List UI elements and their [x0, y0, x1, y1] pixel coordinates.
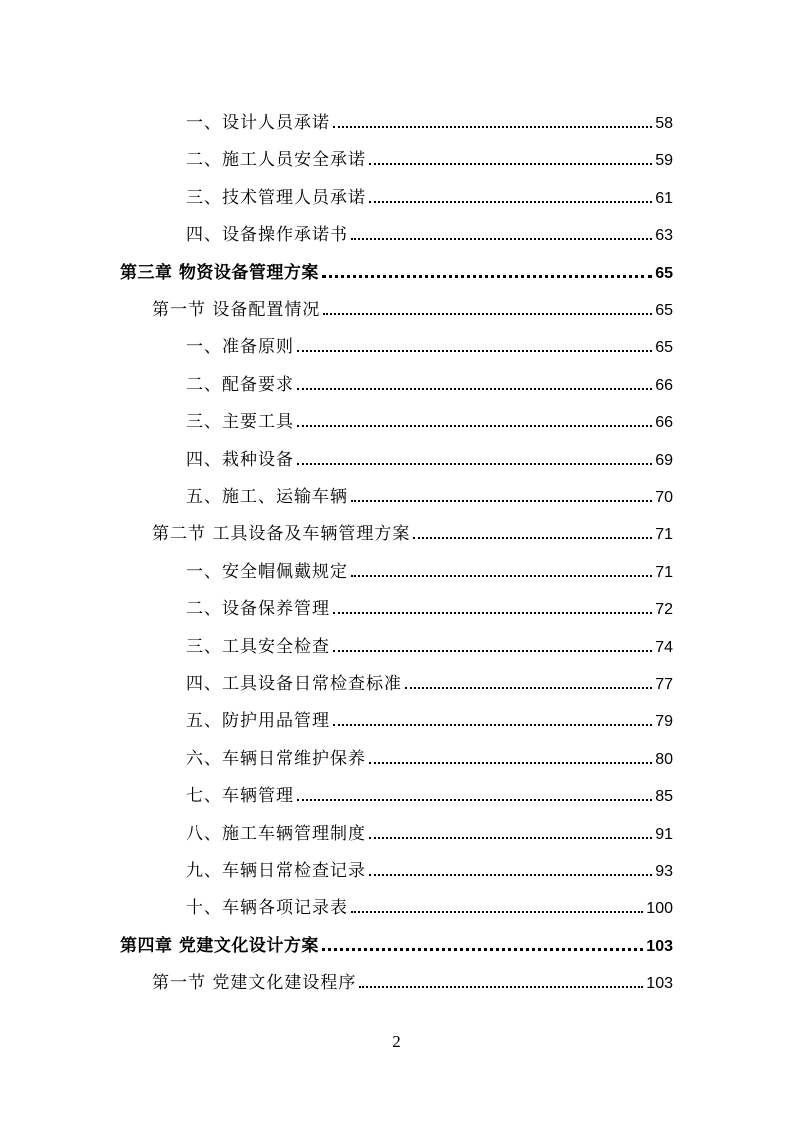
toc-entry-page: 71 [655, 526, 673, 543]
toc-dot-leader [333, 724, 652, 726]
toc-entry-page: 69 [655, 452, 673, 469]
toc-entry-title: 二、施工人员安全承诺 [186, 150, 366, 170]
toc-item-entry[interactable] [186, 776, 673, 806]
toc-entry-page: 65 [655, 265, 673, 282]
toc-section-entry[interactable] [152, 514, 673, 544]
toc-entry-title: 二、配备要求 [186, 375, 294, 395]
toc-entry-page: 79 [655, 713, 673, 730]
toc-entry-page: 66 [655, 377, 673, 394]
toc-entry-page: 65 [655, 302, 673, 319]
toc-chapter-entry[interactable] [120, 253, 673, 283]
toc-dot-leader [333, 126, 652, 128]
toc-dot-leader [359, 986, 643, 988]
toc-entry-page: 80 [655, 751, 673, 768]
toc-item-entry[interactable] [186, 589, 673, 619]
toc-entry-title: 一、设计人员承诺 [186, 113, 330, 133]
toc-dot-leader [351, 500, 652, 502]
toc-dot-leader [322, 275, 652, 278]
toc-item-entry[interactable] [186, 851, 673, 881]
toc-entry-title: 第三章 物资设备管理方案 [120, 263, 319, 283]
toc-dot-leader [297, 350, 652, 352]
toc-dot-leader [369, 762, 652, 764]
toc-entry-page: 59 [655, 152, 673, 169]
toc-entry-page: 103 [646, 938, 673, 955]
toc-entry-page: 63 [655, 227, 673, 244]
toc-dot-leader [297, 799, 652, 801]
toc-entry-page: 58 [655, 115, 673, 132]
toc-entry-page: 91 [655, 826, 673, 843]
toc-entry-title: 一、安全帽佩戴规定 [186, 562, 348, 582]
toc-dot-leader [297, 425, 652, 427]
toc-item-entry[interactable] [186, 627, 673, 657]
toc-item-entry[interactable] [186, 365, 673, 395]
toc-item-entry[interactable] [186, 552, 673, 582]
toc-entry-page: 93 [655, 863, 673, 880]
toc-dot-leader [369, 163, 652, 165]
toc-item-entry[interactable] [186, 888, 673, 918]
toc-entry-title: 七、车辆管理 [186, 786, 294, 806]
toc-entry-page: 70 [655, 489, 673, 506]
toc-dot-leader [333, 612, 652, 614]
toc-dot-leader [333, 650, 652, 652]
toc-entry-title: 四、设备操作承诺书 [186, 225, 348, 245]
toc-item-entry[interactable] [186, 664, 673, 694]
toc-entry-title: 一、准备原则 [186, 337, 294, 357]
toc-entry-title: 六、车辆日常维护保养 [186, 749, 366, 769]
toc-dot-leader [351, 911, 643, 913]
toc-entry-title: 四、工具设备日常检查标准 [186, 674, 402, 694]
toc-entry-title: 五、施工、运输车辆 [186, 487, 348, 507]
toc-dot-leader [369, 837, 652, 839]
toc-entry-title: 第一节 党建文化建设程序 [152, 973, 357, 993]
toc-dot-leader [405, 687, 652, 689]
toc-dot-leader [351, 238, 652, 240]
toc-entry-title: 第二节 工具设备及车辆管理方案 [152, 524, 411, 544]
toc-item-entry[interactable] [186, 103, 673, 133]
toc-section-entry[interactable] [152, 290, 673, 320]
toc-entry-title: 第四章 党建文化设计方案 [120, 936, 319, 956]
toc-entry-title: 三、主要工具 [186, 412, 294, 432]
toc-entry-page: 66 [655, 414, 673, 431]
page-number: 2 [392, 1032, 401, 1051]
toc-entry-page: 100 [646, 900, 673, 917]
toc-item-entry[interactable] [186, 739, 673, 769]
toc-entry-title: 九、车辆日常检查记录 [186, 861, 366, 881]
toc-dot-leader [297, 463, 652, 465]
toc-entry-title: 五、防护用品管理 [186, 711, 330, 731]
toc-entry-title: 三、技术管理人员承诺 [186, 188, 366, 208]
toc-section-entry[interactable] [152, 963, 673, 993]
toc-entry-page: 71 [655, 564, 673, 581]
toc-item-entry[interactable] [186, 178, 673, 208]
toc-entry-title: 十、车辆各项记录表 [186, 898, 348, 918]
toc-dot-leader [369, 201, 652, 203]
toc-dot-leader [351, 575, 652, 577]
toc-entry-page: 77 [655, 676, 673, 693]
toc-entry-page: 65 [655, 339, 673, 356]
toc-dot-leader [297, 388, 652, 390]
toc-dot-leader [322, 948, 643, 951]
toc-entry-title: 二、设备保养管理 [186, 599, 330, 619]
toc-entry-title: 四、栽种设备 [186, 450, 294, 470]
toc-entry-page: 74 [655, 639, 673, 656]
toc-item-entry[interactable] [186, 327, 673, 357]
toc-dot-leader [323, 313, 652, 315]
toc-entry-page: 85 [655, 788, 673, 805]
toc-entry-page: 103 [646, 975, 673, 992]
toc-item-entry[interactable] [186, 402, 673, 432]
toc-item-entry[interactable] [186, 701, 673, 731]
toc-entry-page: 61 [655, 190, 673, 207]
toc-dot-leader [413, 537, 652, 539]
toc-item-entry[interactable] [186, 140, 673, 170]
toc-entry-title: 八、施工车辆管理制度 [186, 824, 366, 844]
toc-item-entry[interactable] [186, 215, 673, 245]
toc-chapter-entry[interactable] [120, 926, 673, 956]
toc-item-entry[interactable] [186, 477, 673, 507]
toc-item-entry[interactable] [186, 814, 673, 844]
toc-entry-page: 72 [655, 601, 673, 618]
toc-entry-title: 三、工具安全检查 [186, 637, 330, 657]
toc-entry-title: 第一节 设备配置情况 [152, 300, 321, 320]
toc-dot-leader [369, 874, 652, 876]
toc-item-entry[interactable] [186, 440, 673, 470]
